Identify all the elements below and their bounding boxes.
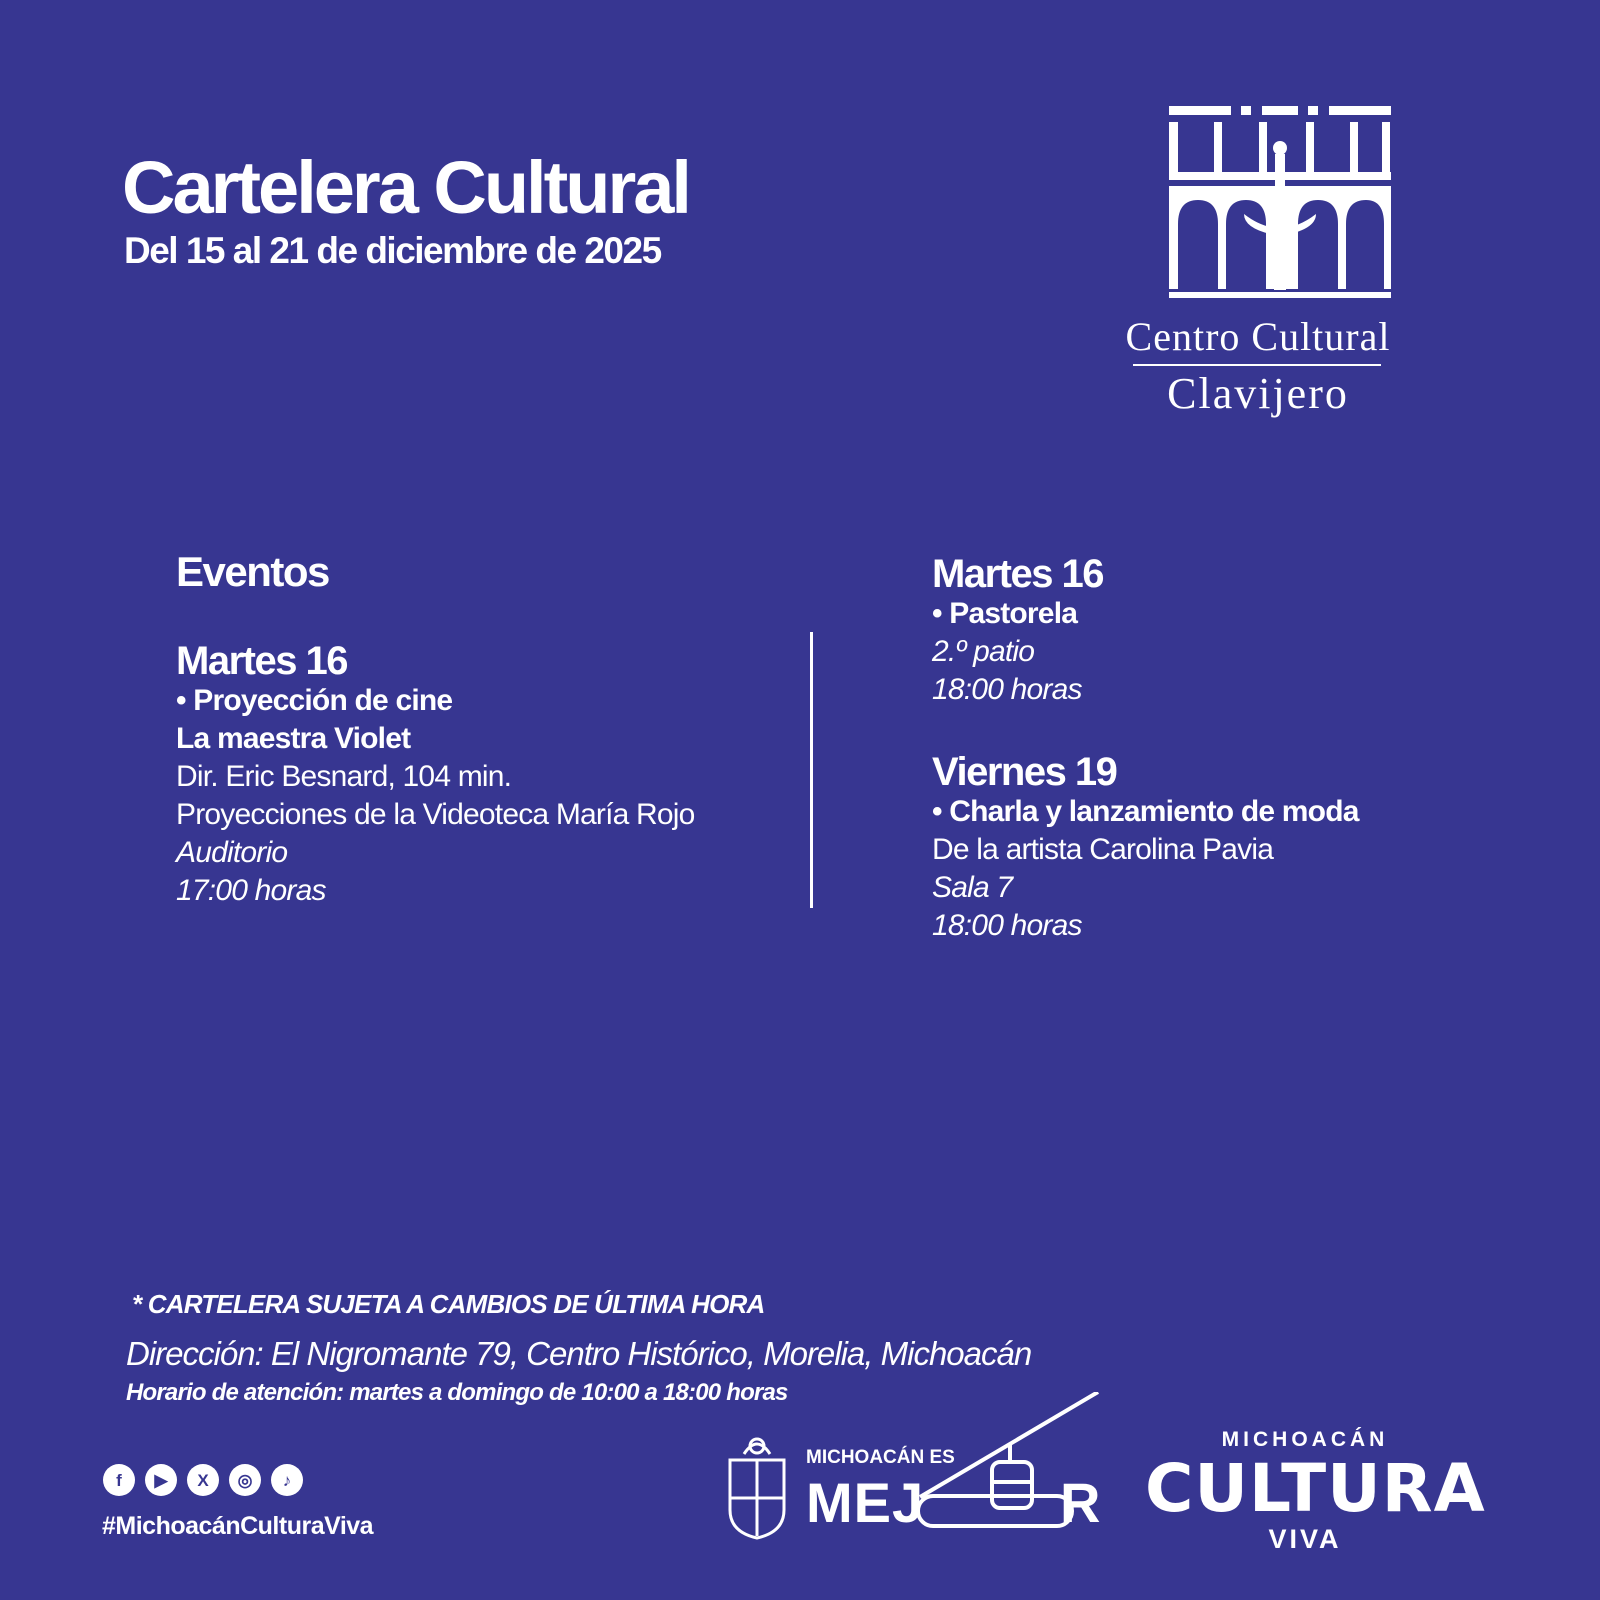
- film-director: Dir. Eric Besnard, 104 min.: [176, 760, 512, 793]
- logo-rule: [1133, 364, 1381, 366]
- event-title: • Proyección de cine: [176, 684, 453, 717]
- gov-tagline: MICHOACÁN ES: [806, 1447, 955, 1468]
- event-detail: De la artista Carolina Pavia: [932, 833, 1274, 866]
- social-icons: [103, 1464, 303, 1496]
- page-title: Cartelera Cultural: [122, 146, 689, 229]
- event-item: [932, 553, 1492, 709]
- film-source: Proyecciones de la Videoteca María Rojo: [176, 798, 695, 831]
- x-icon[interactable]: X: [187, 1464, 219, 1496]
- gov-word-end: R: [1060, 1471, 1101, 1534]
- michoacan-coat-of-arms-icon: [724, 1432, 790, 1542]
- logo-name-line1: Centro Cultural: [1125, 314, 1391, 359]
- event-time: 18:00 horas: [932, 909, 1082, 942]
- event-venue: Auditorio: [176, 836, 288, 869]
- event-time: 18:00 horas: [932, 673, 1082, 706]
- event-day: Martes 16: [932, 552, 1104, 596]
- event-title: • Charla y lanzamiento de moda: [932, 795, 1359, 828]
- events-heading: Eventos: [176, 548, 329, 595]
- logo-name-line2: Clavijero: [1167, 369, 1349, 418]
- date-range: Del 15 al 21 de diciembre de 2025: [124, 230, 661, 271]
- address: Dirección: El Nigromante 79, Centro Histórico, Morelia, Michoacán: [126, 1335, 1032, 1372]
- event-day: Martes 16: [176, 639, 348, 683]
- event-venue: 2.º patio: [932, 635, 1035, 668]
- event-item: [932, 751, 1492, 945]
- opening-hours: Horario de atención: martes a domingo de 10:00 a 18:00 horas: [126, 1379, 788, 1406]
- event-day: Viernes 19: [932, 750, 1117, 794]
- instagram-icon[interactable]: ◎: [229, 1464, 261, 1496]
- hashtag: #MichoacánCulturaViva: [102, 1512, 374, 1540]
- youtube-icon[interactable]: ▶: [145, 1464, 177, 1496]
- event-time: 17:00 horas: [176, 874, 326, 907]
- culture-logo-bottom: VIVA: [1268, 1524, 1342, 1554]
- culture-logo-top: MICHOACÁN: [1221, 1428, 1389, 1451]
- column-divider: [810, 632, 813, 908]
- event-title: • Pastorela: [932, 597, 1078, 630]
- film-title: La maestra Violet: [176, 722, 411, 755]
- events-left-column: [176, 640, 736, 910]
- facebook-icon[interactable]: f: [103, 1464, 135, 1496]
- gov-word: MEJ: [806, 1471, 925, 1534]
- events-right-column: [932, 553, 1492, 987]
- schedule-notice: * CARTELERA SUJETA A CAMBIOS DE ÚLTIMA HORA: [132, 1289, 765, 1319]
- culture-logo-word: CULTURA: [1145, 1450, 1486, 1527]
- event-venue: Sala 7: [932, 871, 1013, 904]
- tiktok-icon[interactable]: ♪: [271, 1464, 303, 1496]
